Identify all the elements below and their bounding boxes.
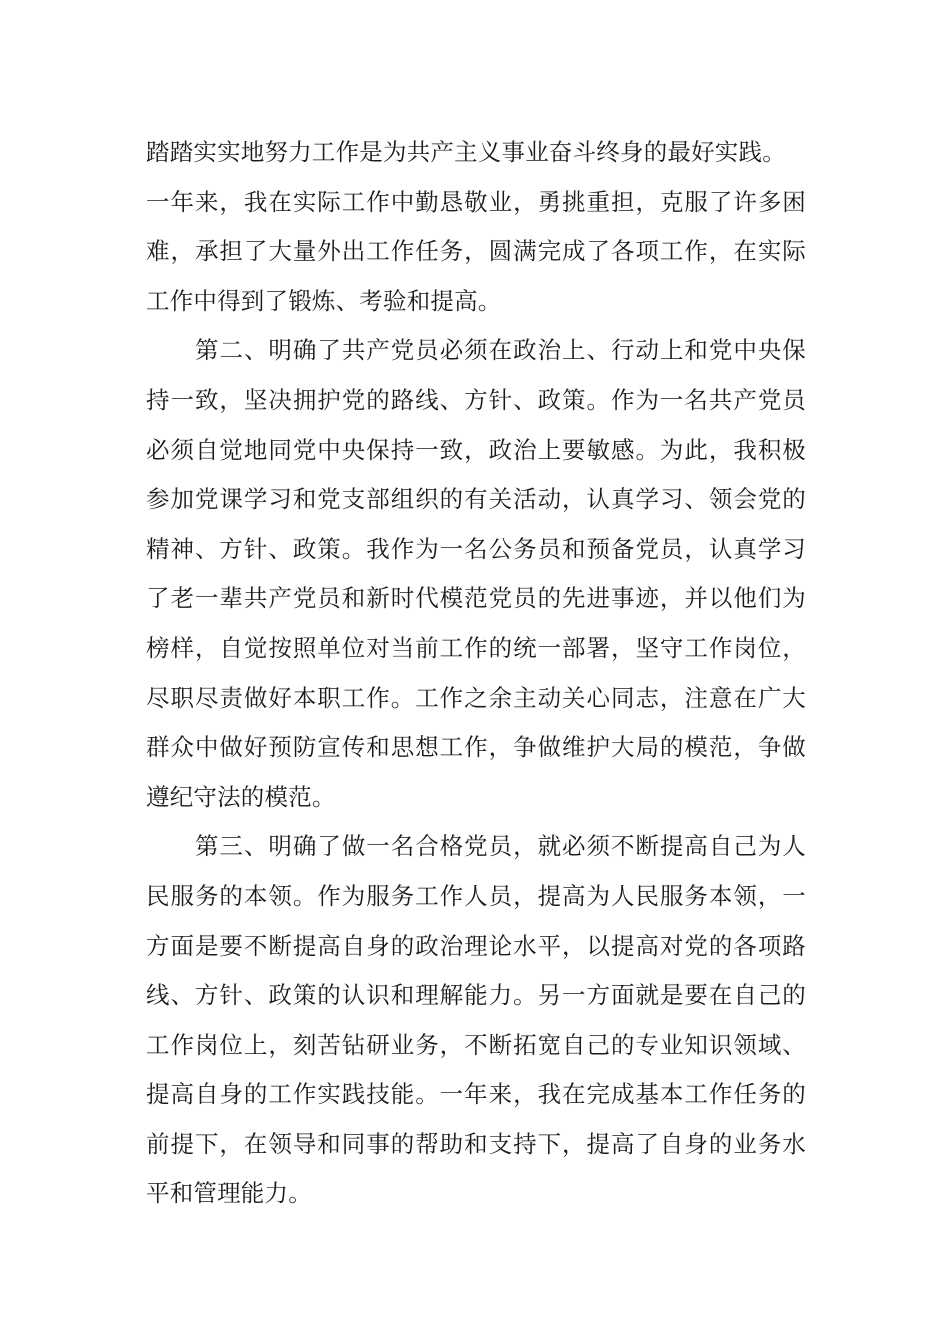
text-line: 精神、方针、政策。我作为一名公务员和预备党员，认真学习 [146,534,806,563]
text-line: 参加党课学习和党支部组织的有关活动，认真学习、领会党的 [146,485,806,514]
text-line: 榜样，自觉按照单位对当前工作的统一部署，坚守工作岗位， [146,633,806,662]
text-line: 工作岗位上，刻苦钻研业务，不断拓宽自己的专业知识领域、 [146,1030,806,1059]
text-line: 群众中做好预防宣传和思想工作，争做维护大局的模范，争做 [146,733,806,762]
text-line: 前提下，在领导和同事的帮助和支持下，提高了自身的业务水 [146,1129,806,1158]
text-line: 线、方针、政策的认识和理解能力。另一方面就是要在自己的 [146,981,806,1010]
text-line: 难，承担了大量外出工作任务，圆满完成了各项工作，在实际 [146,237,806,266]
text-line: 民服务的本领。作为服务工作人员，提高为人民服务本领，一 [146,881,806,910]
document-body [146,128,806,1219]
text-line: 平和管理能力。 [146,1179,312,1208]
text-line: 了老一辈共产党员和新时代模范党员的先进事迹，并以他们为 [146,584,806,613]
paragraph-start-line: 第三、明确了做一名合格党员，就必须不断提高自己为人 [195,832,806,861]
text-line: 踏踏实实地努力工作是为共产主义事业奋斗终身的最好实践。 [146,138,786,166]
text-line: 一年来，我在实际工作中勤恳敬业，勇挑重担，克服了许多困 [146,187,806,216]
text-line: 遵纪守法的模范。 [146,782,336,811]
text-line: 必须自觉地同党中央保持一致，政治上要敏感。为此，我积极 [146,435,806,464]
text-line: 方面是要不断提高自身的政治理论水平，以提高对党的各项路 [146,931,806,960]
paragraph-start-line: 第二、明确了共产党员必须在政治上、行动上和党中央保 [195,336,806,365]
text-line: 尽职尽责做好本职工作。工作之余主动关心同志，注意在广大 [146,683,806,712]
text-line: 持一致，坚决拥护党的路线、方针、政策。作为一名共产党员 [146,385,806,414]
text-line: 提高自身的工作实践技能。一年来，我在完成基本工作任务的 [146,1080,806,1109]
text-line: 工作中得到了锻炼、考验和提高。 [146,286,502,315]
